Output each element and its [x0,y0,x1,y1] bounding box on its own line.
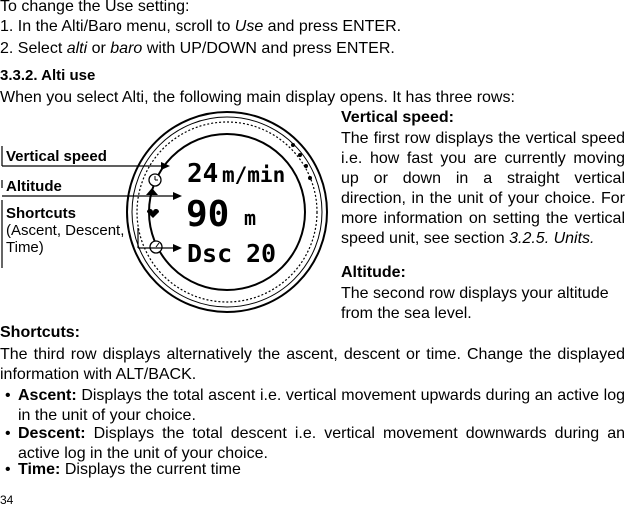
vertical-text: The first row displays the vertical speed i.e. how fast you are currently moving up or down in a straight vertical direction, in the unit of your choice. For more information on setting the vertical speed unit, see section 3.2.5. Units. [341,130,625,247]
shortcuts-heading: Shortcuts: [0,324,80,341]
intro-line: To change the Use setting: [0,0,190,15]
vertical-heading: Vertical speed: [341,109,454,126]
page-number: 34 [0,493,14,507]
row3-value: 20 [246,239,277,268]
row2-value: 90 [186,194,230,235]
section-intro: When you select Alti, the following main display opens. It has three rows: [0,89,515,106]
list-item: Descent: Displays the total descent i.e. vertical movement downwards during an active log in the unit of your choice. [18,425,625,462]
step-1: 1. In the Alti/Baro menu, scroll to Use and press ENTER. [0,18,402,35]
label-altitude: Altitude [6,178,62,195]
list-item: Time: Displays the current time [18,461,241,478]
bullet-icon: • [5,425,11,442]
altitude-text: The second row displays your altitude from the sea level. [341,285,609,322]
altitude-heading: Altitude: [341,264,406,281]
bullet-icon: • [5,461,11,478]
shortcuts-text: The third row displays alternatively the ascent, descent or time. Change the displayed information with ALT/BACK. [0,346,625,383]
label-shortcuts: Shortcuts [6,205,77,222]
list-item: Ascent: Displays the total ascent i.e. vertical movement upwards during an active log in the unit of your choice. [18,387,625,424]
row1-unit: m/min [222,163,286,187]
bullet-icon: • [5,387,11,404]
label-shortcuts-detail-2: Time) [6,239,44,256]
watch-figure [0,108,336,318]
row2-unit: m [244,206,257,230]
section-heading: 3.3.2. Alti use [0,67,96,84]
label-shortcuts-detail-1: (Ascent, Descent, [6,222,125,239]
label-vertical-speed: Vertical speed [6,148,107,165]
row3-label: Dsc [187,239,233,268]
row1-value: 24 [187,159,219,189]
step-2: 2. Select alti or baro with UP/DOWN and press ENTER. [0,40,395,57]
